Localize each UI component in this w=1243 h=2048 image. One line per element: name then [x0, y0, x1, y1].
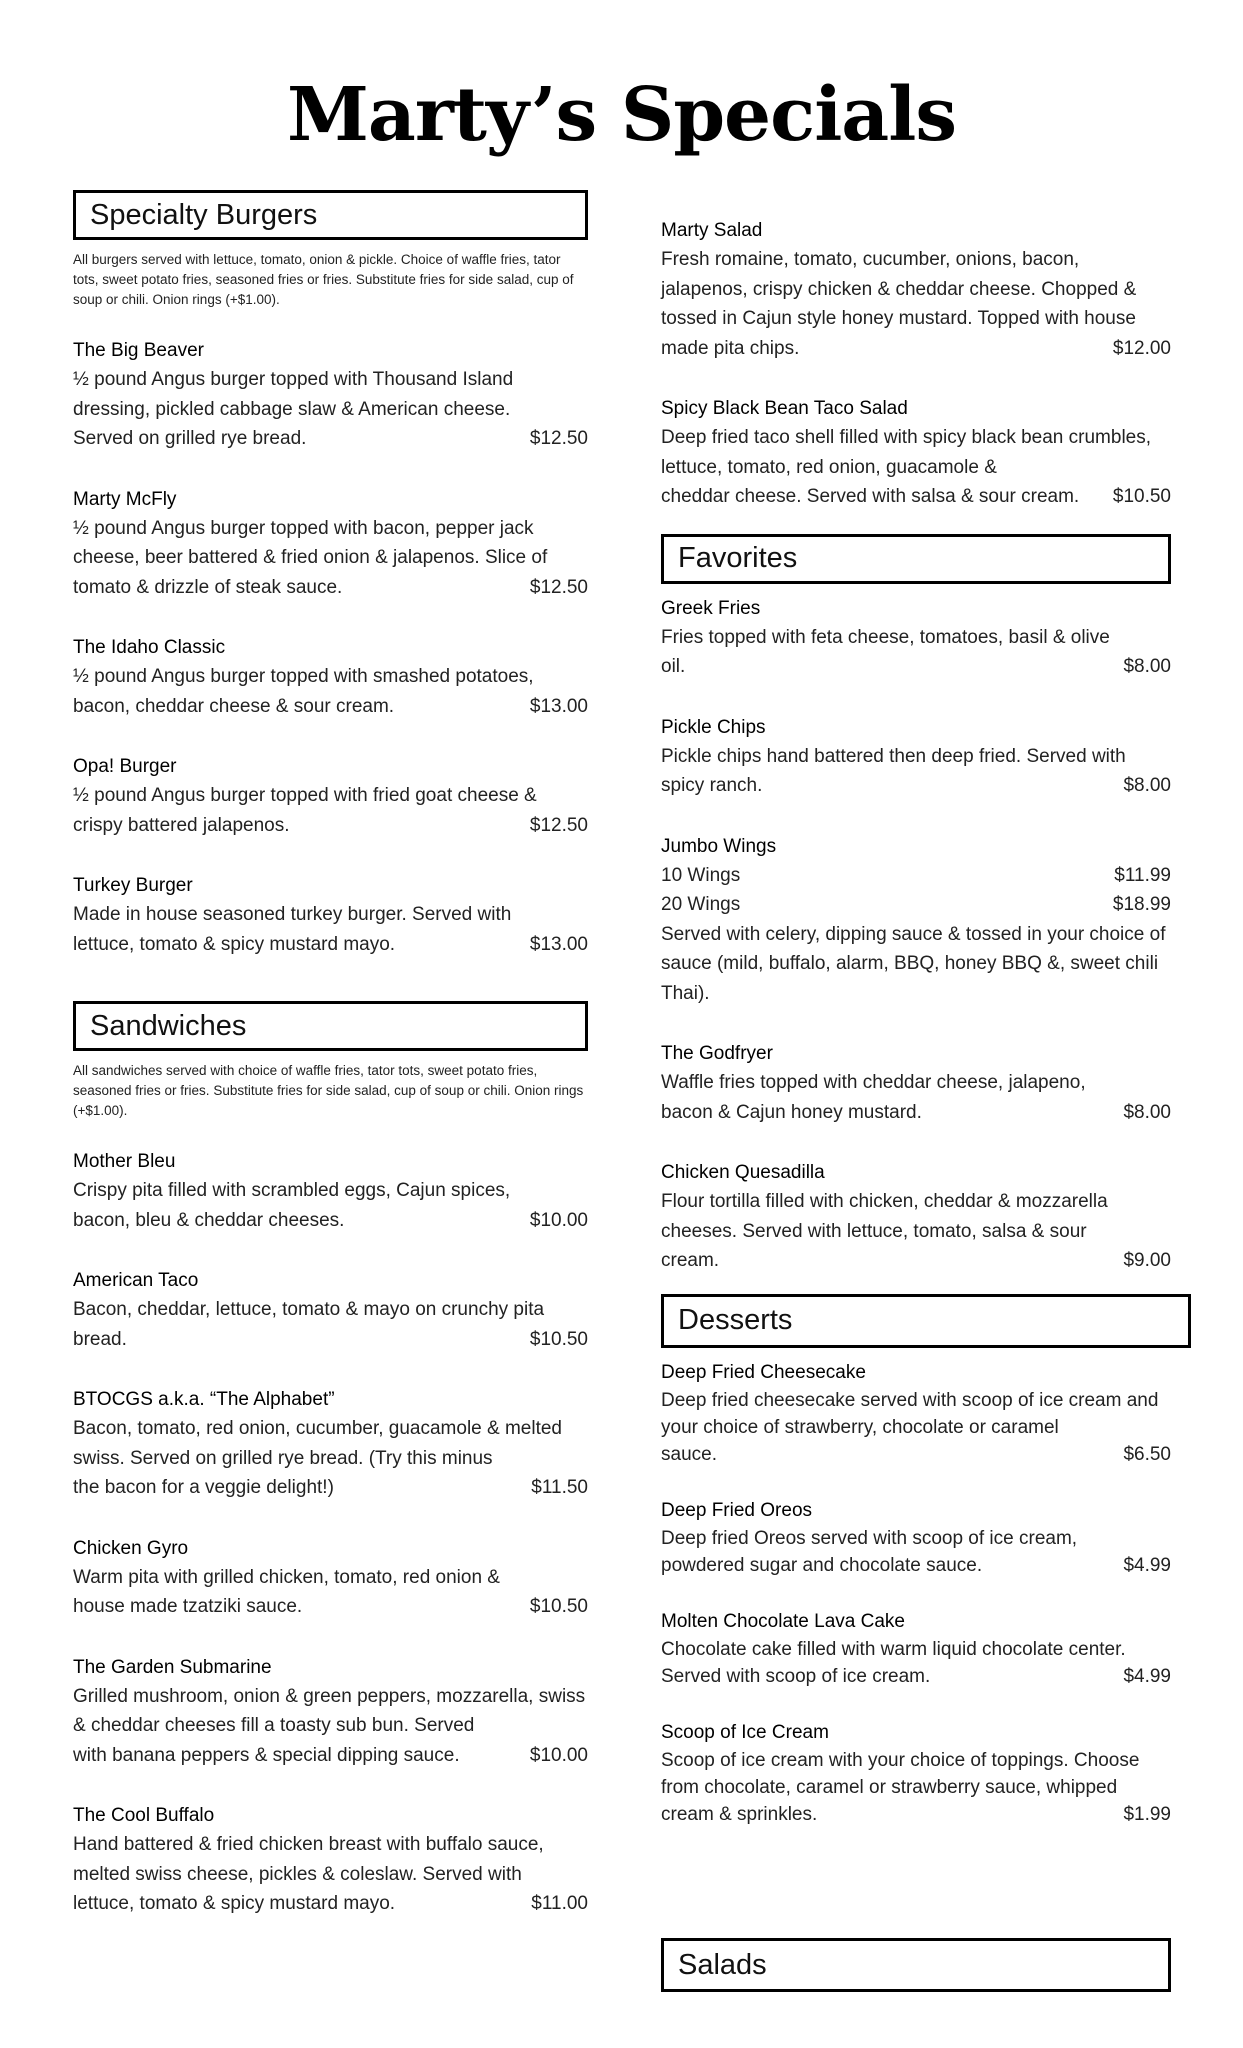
- item-desc: Deep fried cheesecake served with scoop of ice cream and your choice of strawberry, chocolate or caramel: [661, 1389, 1159, 1438]
- item-desc-last: crispy battered jalapenos.: [73, 814, 290, 836]
- item-name: The Idaho Classic: [73, 637, 226, 658]
- item-desc: Fries topped with feta cheese, tomatoes, basil & olive: [661, 626, 1110, 648]
- item-desc: Warm pita with grilled chicken, tomato, red onion &: [73, 1566, 500, 1588]
- menu-item-molten-lava-cake: [661, 1607, 1171, 1690]
- item-price: $10.50: [1112, 486, 1171, 507]
- item-desc: Made in house seasoned turkey burger. Served with: [73, 904, 512, 925]
- item-price: $6.50: [1123, 1443, 1171, 1465]
- item-desc-last: the bacon for a veggie delight!): [73, 1477, 334, 1498]
- section-header-favorites: Favorites: [661, 534, 1171, 584]
- menu-item-american-taco: [73, 1266, 588, 1354]
- item-desc: Bacon, cheddar, lettuce, tomato & mayo on crunchy pita: [73, 1299, 545, 1320]
- item-name: The Cool Buffalo: [73, 1805, 215, 1826]
- item-name: The Big Beaver: [73, 340, 204, 361]
- menu-item-deep-fried-cheesecake: [661, 1358, 1171, 1468]
- item-name: Mother Bleu: [73, 1151, 176, 1172]
- section-header-desserts: Desserts: [661, 1294, 1191, 1348]
- section-header-sandwiches: Sandwiches: [73, 1001, 588, 1051]
- menu-item-marty-salad: [661, 216, 1171, 363]
- item-desc-last: bacon & Cajun honey mustard.: [661, 1101, 922, 1123]
- item-desc: ½ pound Angus burger topped with Thousand Island dressing, pickled cabbage slaw & American cheese.: [73, 369, 514, 420]
- item-desc-last: tomato & drizzle of steak sauce.: [73, 576, 343, 598]
- menu-item-big-beaver: [73, 336, 588, 454]
- item-desc-last: with banana peppers & special dipping sauce.: [73, 1744, 460, 1766]
- item-desc-last: powdered sugar and chocolate sauce.: [661, 1554, 983, 1576]
- item-desc: Flour tortilla filled with chicken, cheddar & mozzarella cheeses. Served with lettuce, tomato, salsa & sour: [661, 1191, 1108, 1242]
- menu-item-opa-burger: [73, 752, 588, 840]
- item-name: Spicy Black Bean Taco Salad: [661, 398, 908, 419]
- item-name: BTOCGS a.k.a. “The Alphabet”: [73, 1389, 335, 1410]
- item-price: $8.00: [1123, 775, 1171, 796]
- item-name: Deep Fried Cheesecake: [661, 1361, 866, 1383]
- item-price: $10.00: [529, 1209, 588, 1231]
- item-price: $4.99: [1123, 1554, 1171, 1576]
- item-name: Pickle Chips: [661, 716, 766, 738]
- item-desc-last: bread.: [73, 1328, 127, 1350]
- item-price: $10.00: [529, 1744, 588, 1766]
- item-name: Chicken Gyro: [73, 1537, 189, 1559]
- item-price: $4.99: [1123, 1665, 1171, 1687]
- item-desc: Pickle chips hand battered then deep fried. Served with: [661, 745, 1126, 767]
- item-desc: Hand battered & fried chicken breast with buffalo sauce, melted swiss cheese, pickles & coleslaw. Served with: [73, 1834, 544, 1885]
- item-name: Marty Salad: [661, 220, 763, 241]
- item-name: Turkey Burger: [73, 875, 193, 896]
- item-desc-last: Served on grilled rye bread.: [73, 428, 307, 449]
- item-desc: ½ pound Angus burger topped with bacon, pepper jack cheese, beer battered & fried onion & jalapenos. Slice of: [73, 517, 548, 568]
- menu-item-deep-fried-oreos: [661, 1496, 1171, 1579]
- item-desc-last: spicy ranch.: [661, 775, 763, 796]
- item-desc: Served with celery, dipping sauce & tossed in your choice of sauce (mild, buffalo, alarm, BBQ, honey BBQ &, sweet chili Thai).: [661, 923, 1166, 1004]
- item-price: $11.99: [1114, 864, 1171, 886]
- item-desc: Deep fried taco shell filled with spicy black bean crumbles, lettuce, tomato, red onion, guacamole &: [661, 427, 1152, 478]
- item-desc-last: cream.: [661, 1250, 720, 1271]
- item-name: Jumbo Wings: [661, 835, 777, 857]
- item-price: $13.00: [529, 695, 588, 717]
- item-name: Opa! Burger: [73, 756, 177, 777]
- wing-option: [661, 890, 1171, 920]
- item-desc: Waffle fries topped with cheddar cheese, jalapeno,: [661, 1072, 1086, 1093]
- item-price: $12.50: [529, 576, 588, 598]
- item-desc-last: lettuce, tomato & spicy mustard mayo.: [73, 933, 396, 955]
- item-name: Molten Chocolate Lava Cake: [661, 1610, 905, 1632]
- item-name: Chicken Quesadilla: [661, 1162, 825, 1183]
- item-price: $8.00: [1123, 1101, 1171, 1123]
- item-desc-last: lettuce, tomato & spicy mustard mayo.: [73, 1893, 396, 1914]
- menu-item-pickle-chips: [661, 713, 1171, 801]
- menu-item-greek-fries: [661, 594, 1171, 682]
- item-desc-last: sauce.: [661, 1443, 717, 1465]
- sandwiches-note: All sandwiches served with choice of waffle fries, tator tots, sweet potato fries, seasoned fries or fries. Substitute fries for side salad, cup of soup or chili. Onion rings (+$1.00).: [73, 1063, 584, 1118]
- item-name: Scoop of Ice Cream: [661, 1721, 829, 1743]
- wing-option-label: 20 Wings: [661, 894, 741, 915]
- right-column: [661, 216, 1171, 1856]
- item-name: American Taco: [73, 1270, 199, 1291]
- item-desc: ½ pound Angus burger topped with fried goat cheese &: [73, 785, 537, 806]
- item-desc-last: made pita chips.: [661, 337, 800, 359]
- item-desc-last: Served with scoop of ice cream.: [661, 1665, 931, 1687]
- left-column: [73, 190, 588, 1950]
- menu-item-chicken-gyro: [73, 1534, 588, 1622]
- page-title: Marty’s Specials: [286, 72, 957, 158]
- item-name: Marty McFly: [73, 488, 177, 510]
- menu-item-btocgs: [73, 1385, 588, 1503]
- item-price: $12.50: [529, 814, 588, 836]
- item-price: $9.00: [1123, 1250, 1171, 1271]
- menu-item-idaho-classic: [73, 633, 588, 721]
- section-header-salads: Salads: [661, 1938, 1171, 1992]
- item-desc: Fresh romaine, tomato, cucumber, onions, bacon, jalapenos, crispy chicken & cheddar cheese. Chopped & tossed in Cajun style honey mustard. Topped with house: [661, 249, 1137, 329]
- item-desc-last: oil.: [661, 656, 686, 677]
- menu-item-marty-mcfly: [73, 485, 588, 603]
- item-price: $12.50: [529, 428, 588, 449]
- item-desc-last: cream & sprinkles.: [661, 1803, 818, 1825]
- burgers-note: All burgers served with lettuce, tomato, onion & pickle. Choice of waffle fries, tator tots, sweet potato fries, seasoned fries or fries. Substitute fries for side salad, cup of soup or chili. Onion rings (+$1.00).: [73, 252, 574, 307]
- item-desc: Scoop of ice cream with your choice of toppings. Choose from chocolate, caramel or strawberry sauce, whipped: [661, 1749, 1140, 1798]
- item-desc: Grilled mushroom, onion & green peppers, mozzarella, swiss & cheddar cheeses fill a toasty sub bun. Served: [73, 1685, 586, 1736]
- item-price: $8.00: [1123, 656, 1171, 677]
- item-name: Greek Fries: [661, 597, 761, 619]
- item-desc: ½ pound Angus burger topped with smashed potatoes,: [73, 666, 534, 687]
- menu-item-chicken-quesadilla: [661, 1158, 1171, 1276]
- item-desc: Deep fried Oreos served with scoop of ice cream,: [661, 1527, 1078, 1549]
- menu-item-scoop-ice-cream: [661, 1718, 1171, 1828]
- item-price: $1.99: [1123, 1803, 1171, 1825]
- item-desc: Crispy pita filled with scrambled eggs, Cajun spices,: [73, 1180, 511, 1201]
- item-desc-last: cheddar cheese. Served with salsa & sour cream.: [661, 486, 1080, 507]
- item-price: $12.00: [1112, 337, 1171, 359]
- item-price: $11.00: [531, 1893, 588, 1914]
- item-name: The Godfryer: [661, 1043, 773, 1064]
- item-desc-last: bacon, cheddar cheese & sour cream.: [73, 695, 395, 717]
- wing-option-label: 10 Wings: [661, 864, 741, 886]
- menu-item-cool-buffalo: [73, 1801, 588, 1919]
- wing-option: [661, 861, 1171, 891]
- item-desc-last: bacon, bleu & cheddar cheeses.: [73, 1209, 345, 1231]
- item-desc-last: house made tzatziki sauce.: [73, 1596, 303, 1617]
- item-desc: Bacon, tomato, red onion, cucumber, guacamole & melted swiss. Served on grilled rye bread. (Try this minus: [73, 1418, 562, 1469]
- section-header-specialty-burgers: Specialty Burgers: [73, 190, 588, 240]
- item-price: $13.00: [529, 933, 588, 955]
- menu-item-mother-bleu: [73, 1147, 588, 1235]
- menu-item-turkey-burger: [73, 871, 588, 959]
- item-price: $18.99: [1112, 894, 1171, 915]
- item-price: $10.50: [529, 1328, 588, 1350]
- menu-item-jumbo-wings: [661, 832, 1171, 1009]
- menu-item-garden-submarine: [73, 1653, 588, 1771]
- menu-item-black-bean-taco-salad: [661, 394, 1171, 512]
- item-price: $11.50: [531, 1477, 588, 1498]
- item-name: The Garden Submarine: [73, 1656, 272, 1678]
- menu-item-godfryer: [661, 1039, 1171, 1127]
- item-price: $10.50: [529, 1596, 588, 1617]
- item-name: Deep Fried Oreos: [661, 1499, 813, 1521]
- item-desc: Chocolate cake filled with warm liquid chocolate center.: [661, 1638, 1126, 1660]
